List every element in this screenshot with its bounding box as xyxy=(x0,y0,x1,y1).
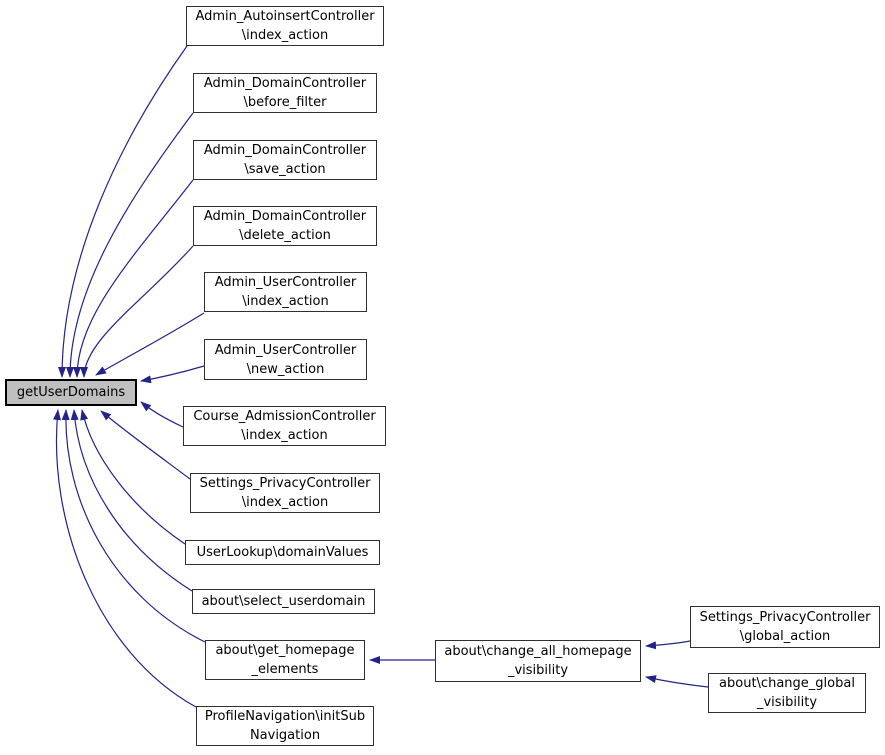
graph-node-label: \save_action xyxy=(244,162,326,177)
graph-node-course-admissioncontroller-index-action[interactable] xyxy=(183,406,386,446)
graph-node-label: \before_filter xyxy=(243,95,327,110)
graph-node-label: UserLookup\domainValues xyxy=(196,545,369,560)
graph-node-profilenavigation-initsubnavigation[interactable] xyxy=(196,706,374,746)
graph-node-settings-privacycontroller-index-action[interactable] xyxy=(190,473,380,513)
graph-node-label: \delete_action xyxy=(239,228,331,243)
graph-node-label: Navigation xyxy=(249,728,321,743)
graph-node-label: ProfileNavigation\initSub xyxy=(204,709,366,724)
graph-node-admin-usercontroller-new-action[interactable] xyxy=(204,339,367,380)
call-edge-admin-domaincontroller-before-filter--to--getuserdomains xyxy=(70,113,193,377)
call-edge-profilenavigation-initsubnavigation--to--getuserdomains xyxy=(56,410,196,707)
graph-node-about-get-homepage-elements[interactable] xyxy=(205,640,365,680)
graph-node-label: \global_action xyxy=(739,629,831,644)
graph-node-about-change-global-visibility[interactable] xyxy=(708,673,866,713)
call-edge-admin-usercontroller-index-action--to--getuserdomains xyxy=(96,313,204,375)
graph-node-label: Admin_UserController xyxy=(214,342,357,358)
graph-node-settings-privacycontroller-global-action[interactable] xyxy=(690,606,880,648)
graph-node-label: Settings_PrivacyController xyxy=(199,476,371,491)
graph-node-label: \index_action xyxy=(241,28,329,43)
call-edge-admin-domaincontroller-delete-action--to--getuserdomains xyxy=(84,246,193,377)
call-edge-about-select-userdomain--to--getuserdomains xyxy=(74,410,192,591)
graph-node-label: \index_action xyxy=(241,428,328,443)
graph-node-label: \index_action xyxy=(242,294,329,309)
graph-node-getuserdomains xyxy=(5,379,137,406)
graph-node-about-change-all-homepage-visibility[interactable] xyxy=(435,640,641,682)
graph-node-label: Admin_UserController xyxy=(214,275,357,290)
call-edge-admin-usercontroller-new-action--to--getuserdomains xyxy=(141,366,204,381)
graph-node-admin-autoinsertcontroller-index-action[interactable] xyxy=(186,6,384,46)
graph-node-admin-domaincontroller-save-action[interactable] xyxy=(193,140,377,180)
graph-node-about-select-userdomain[interactable] xyxy=(192,589,375,614)
graph-node-label: about\select_userdomain xyxy=(201,594,366,609)
graph-node-label: Settings_PrivacyController xyxy=(699,610,871,625)
graph-node-userlookup-domainvalues[interactable] xyxy=(185,540,380,565)
graph-node-label: about\change_all_homepage xyxy=(444,644,632,659)
graph-node-label: _visibility xyxy=(507,663,569,678)
graph-node-label: Admin_DomainController xyxy=(203,209,367,224)
graph-node-label: _visibility xyxy=(756,695,818,710)
graph-node-label: about\get_homepage xyxy=(215,643,355,658)
graph-node-label: _elements xyxy=(251,662,319,677)
graph-node-label: Admin_DomainController xyxy=(203,143,367,158)
call-edge-settings-privacycontroller-index-action--to--getuserdomains xyxy=(101,411,190,479)
call-edge-settings-privacycontroller-global-action--to--about-change-all-homepage-visibility xyxy=(646,641,690,646)
call-edge-about-change-global-visibility--to--about-change-all-homepage-visibility xyxy=(646,677,708,687)
graph-node-label: about\change_global xyxy=(719,676,855,691)
graph-node-admin-usercontroller-index-action[interactable] xyxy=(204,272,367,312)
graph-node-label: getUserDomains xyxy=(16,385,126,400)
graph-node-label: \index_action xyxy=(241,495,329,510)
call-edge-userlookup-domainvalues--to--getuserdomains xyxy=(82,410,185,544)
call-edge-course-admissioncontroller-index-action--to--getuserdomains xyxy=(141,402,183,427)
graph-node-admin-domaincontroller-delete-action[interactable] xyxy=(193,206,377,246)
graph-node-label: \new_action xyxy=(246,361,325,377)
graph-node-label: Course_AdmissionController xyxy=(193,409,376,424)
graph-node-label: Admin_AutoinsertController xyxy=(195,9,375,24)
graph-node-label: Admin_DomainController xyxy=(203,76,367,91)
graph-node-admin-domaincontroller-before-filter[interactable] xyxy=(193,73,377,113)
